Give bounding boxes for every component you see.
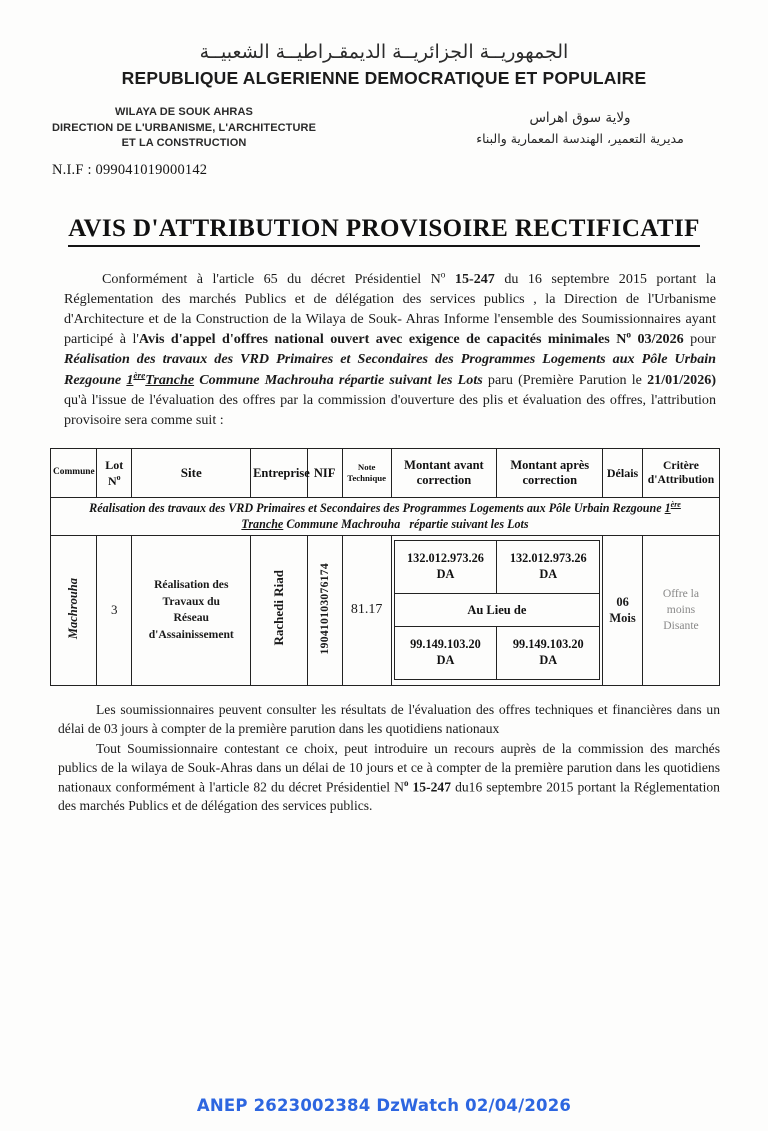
anep-footer <box>0 1096 768 1115</box>
attribution-table <box>50 448 720 686</box>
project-description: Réalisation des travaux des VRD Primaires et Secondaires des Programmes Logements aux Pôle Urbain Rezgoune <box>64 351 716 388</box>
amounts-row-after <box>394 627 600 680</box>
montant-avant-1-currency: DA <box>436 567 455 582</box>
col-header-nif: NIF <box>307 449 342 498</box>
col-header-lot-sup: o <box>116 472 121 482</box>
intro-seg-5: national ouvert avec exigence de capacités minimales N <box>274 331 627 348</box>
table-header-row <box>51 449 720 498</box>
col-header-montant-avant <box>391 449 497 498</box>
republic-title-french: REPUBLIQUE ALGERIENNE DEMOCRATIQUE ET POPULAIRE <box>121 67 647 88</box>
closing-paragraph-2 <box>58 739 720 816</box>
cell-commune-text: Machrouha <box>66 577 81 639</box>
cell-site-l4: d'Assainissement <box>148 627 234 641</box>
closing-p2-text-a: Tout Soumissionnaire contestant ce choix, peut introduire un recours auprès de la commission des marchés publics de la wilaya de Souk-Ahras dans un délai de 10 jours et ce à compter de la première parution dans les quotidiens nationaux conformément à l'article 82 du décret Présidentiel N <box>58 740 720 795</box>
intro-seg-15: qu'à l'issue de l'évaluation des offres par la commission d'ouverture des plis et évaluation des offres, l'attribution provisoire sera comme suit : <box>64 391 716 428</box>
col-header-crit-l2: d'Attribution <box>647 473 715 487</box>
direction-line-1: DIRECTION DE L'URBANISME, L'ARCHITECTURE <box>51 121 317 134</box>
document-title-wrapper <box>0 215 768 247</box>
col-header-note-technique <box>342 449 391 498</box>
direction-line-2: ET LA CONSTRUCTION <box>121 137 247 150</box>
amounts-table <box>394 540 601 680</box>
direction-line-arabic: مديرية التعمير، الهندسة المعمارية والبناء <box>476 131 684 147</box>
montant-apres-1-value: 132.012.973.26 <box>509 551 587 566</box>
col-header-note-l1: Note <box>357 462 376 473</box>
cell-lot: 3 <box>97 535 132 685</box>
col-header-note-l2: Technique <box>347 473 387 484</box>
amounts-row-separator <box>394 594 600 627</box>
intro-seg-3: du 16 septembre 2015 portant la Réglementation des marchés Publics et de délégation des services publics , la Direction de l'Urbanisme d'Architecture et de la Construction de la Wilaya de Souk- Ahras Informe l'ensemble des Soumissionnaires ayant participé à l' <box>64 270 716 348</box>
montant-apres-2-currency: DA <box>539 653 558 668</box>
cell-critere-l1: Offre la <box>662 586 700 600</box>
subtitle-tranche: Tranche <box>241 517 284 532</box>
issuing-authority-arabic <box>430 107 730 150</box>
cell-delais-l2: Mois <box>609 611 636 626</box>
col-header-map-l1: Montant après <box>510 458 590 473</box>
tranche-ordinal-suffix: ère <box>133 370 146 381</box>
anep-reference: ANEP 2623002384 DzWatch 02/04/2026 <box>196 1096 572 1115</box>
col-header-entreprise: Entreprise <box>251 449 307 498</box>
cell-critere-l2: moins <box>666 603 696 617</box>
wilaya-line: WILAYA DE SOUK AHRAS <box>115 105 253 118</box>
col-header-crit-l1: Critère <box>663 459 699 473</box>
montant-avant-2-value: 99.149.103.20 <box>410 637 481 652</box>
montant-apres-2-value: 99.149.103.20 <box>512 637 584 652</box>
republic-title-arabic: الجمهوريــة الجزائريــة الديمقـراطيــة الشعبيــة <box>199 41 569 63</box>
cell-entreprise-text: Rachedi Riad <box>270 570 286 646</box>
cell-montant-avant-2 <box>394 627 497 680</box>
tranche-label: Tranche <box>145 371 195 388</box>
table-subtitle-row <box>51 498 720 536</box>
cell-critere <box>642 535 719 685</box>
wilaya-line-arabic: ولاية سوق اهراس <box>529 109 631 126</box>
cell-note-technique: 81.17 <box>342 535 391 685</box>
table-subtitle-cell <box>51 498 720 536</box>
table-row <box>51 535 720 685</box>
col-header-site: Site <box>132 449 251 498</box>
cell-nif <box>307 535 342 685</box>
col-header-lot-l2: N <box>107 473 117 488</box>
cell-montant-apres-2 <box>497 627 600 680</box>
page-title: AVIS D'ATTRIBUTION PROVISOIRE RECTIFICATIF <box>68 215 700 247</box>
cell-delais-l1: 06 <box>616 594 629 609</box>
lots-distribution: répartie suivant les Lots <box>338 371 483 388</box>
col-header-delais: Délais <box>603 449 643 498</box>
cell-site-l2: Travaux du <box>162 594 220 608</box>
col-header-critere <box>642 449 719 498</box>
col-header-commune: Commune <box>51 449 97 498</box>
cell-amounts-group <box>391 535 603 685</box>
subtitle-commune: Commune Machrouha <box>286 517 401 532</box>
tender-number: 03/2026 <box>637 331 684 348</box>
issuing-authority-french <box>34 105 334 152</box>
col-header-lot-l1: Lot <box>105 458 124 473</box>
subtitle-ordinal-suffix: ère <box>670 500 681 510</box>
tender-notice-label: Avis d'appel d'offres <box>138 331 268 348</box>
intro-seg-13: paru (Première Parution le <box>487 371 642 388</box>
closing-paragraph-1 <box>58 700 720 738</box>
intro-sup-2: o <box>626 330 632 341</box>
cell-nif-text: 190410103076174 <box>318 562 332 655</box>
intro-paragraph <box>64 269 716 430</box>
decree-number-1: 15-247 <box>454 270 495 287</box>
commune-name-intro: Commune Machrouha <box>199 371 334 388</box>
cell-site-l3: Réseau <box>173 611 209 625</box>
intro-sup-1: o <box>440 270 446 281</box>
attribution-table-wrapper <box>50 448 720 686</box>
cell-montant-avant-1 <box>394 541 497 594</box>
col-header-lot <box>97 449 132 498</box>
header-columns <box>0 105 768 178</box>
intro-seg-1: Conformément à l'article 65 du décret Présidentiel N <box>102 270 441 287</box>
col-header-mav-l1: Montant avant <box>404 458 484 473</box>
cell-entreprise <box>251 535 307 685</box>
nif-number: N.I.F : 099041019000142 <box>52 161 208 178</box>
cell-commune <box>51 535 97 685</box>
tranche-ordinal: 1 <box>126 371 134 388</box>
subtitle-lots: répartie suivant les Lots <box>409 517 529 532</box>
cell-au-lieu-de: Au Lieu de <box>394 594 600 627</box>
cell-delais <box>603 535 643 685</box>
col-header-mav-l2: correction <box>416 473 472 488</box>
montant-apres-1-currency: DA <box>539 567 558 582</box>
closing-p2-sup: o <box>403 777 409 788</box>
col-header-montant-apres <box>497 449 603 498</box>
intro-seg-7: pour <box>690 331 716 348</box>
cell-critere-l3: Disante <box>663 619 699 633</box>
subtitle-ordinal: 1 <box>664 501 671 516</box>
cell-montant-apres-1 <box>497 541 600 594</box>
col-header-map-l2: correction <box>522 473 578 488</box>
closing-p1-text: Les soumissionnaires peuvent consulter les résultats de l'évaluation des offres techniques et financières dans un délai de 03 jours à compter de la première parution dans les quotidiens nationaux <box>58 701 720 736</box>
amounts-row-before <box>394 541 600 594</box>
cell-site <box>132 535 251 685</box>
montant-avant-1-value: 132.012.973.26 <box>407 551 484 566</box>
closing-p2-text-c: du16 septembre 2015 portant la Réglementation des marchés Publics et de délégation des services publics. <box>58 779 720 814</box>
cell-site-l1: Réalisation des <box>154 578 229 592</box>
decree-number-2: 15-247 <box>412 779 451 795</box>
first-publication-date: 21/01/2026) <box>647 371 717 388</box>
closing-paragraphs <box>58 700 720 816</box>
subtitle-seg-a: Réalisation des travaux des VRD Primaires et Secondaires des Programmes Logements aux Pôle Urbain Rezgoune <box>89 501 662 516</box>
montant-avant-2-currency: DA <box>436 653 455 668</box>
